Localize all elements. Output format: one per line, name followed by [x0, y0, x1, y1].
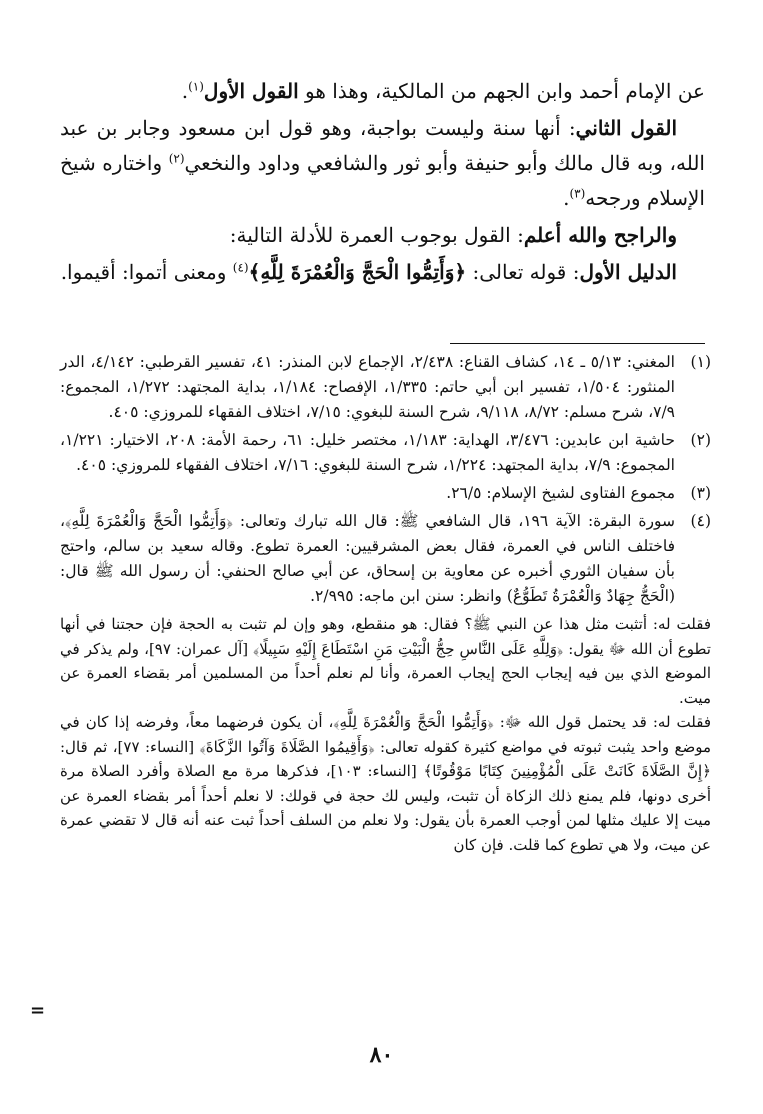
footnote-paragraph: فقلت له: قد يحتمل قول الله ﷻ: ﴿وَأَتِمُّوا الْحَجَّ وَالْعُمْرَةَ لِلَّهِ﴾، أن يكون فرضهما معاً، وفرضه إذا كان في موضع واحد يثبت ثبوته في مواضع كثيرة كقوله تعالى: ﴿وَأَقِيمُوا الصَّلَاةَ وَآتُوا الزَّكَاةَ﴾ [النساء: ٧٧]، ثم قال: ﴿إِنَّ الصَّلَاةَ كَانَتْ عَلَى الْمُؤْمِنِينَ كِتَابًا مَوْقُوتًا﴾ [النساء: ١٠٣]، فذكرها مرة مع الصلاة وأفرد الصلاة مرة أخرى دونها، فلم يمنع ذلك الزكاة أن تثبت، وليس لك حجة في قولك: لا نعلم أحداً أمر بقضاء العمرة عن ميت إلا عليك مثلها لمن أوجب العمرة بأن يقول: ولا نعلم من السلف أحداً ثبت عنه أنه قال لا تقضي عمرة عن ميت، ولا هي تطوع كما قلت. فإن كان — [60, 713, 711, 854]
quran-verse: ﴿وَأَتِمُّوا الْحَجَّ وَالْعُمْرَةَ لِلَّهِ﴾ — [248, 260, 467, 284]
p3-text: : القول بوجوب العمرة للأدلة التالية: — [229, 223, 524, 247]
footnote-ref-4: (٤) — [232, 260, 249, 275]
p1-end: . — [181, 79, 189, 103]
paragraph-1 — [60, 74, 705, 109]
p1-text: عن الإمام أحمد وابن الجهم من المالكية، وهذا هو — [298, 79, 705, 103]
p4-text: : قوله تعالى: — [466, 260, 580, 284]
main-text — [60, 74, 705, 292]
footnote-4-continuation — [60, 612, 711, 857]
footnote-text: سورة البقرة: الآية ١٩٦، قال الشافعي ﷺ: قال الله تبارك وتعالى: ﴿وَأَتِمُّوا الْحَجَّ وَالْعُمْرَةَ لِلَّهِ﴾، فاختلف الناس في العمرة، فقال بعض المشرقيين: العمرة تطوع. وقاله سعيد بن سالم، واحتج بأن سفيان الثوري أخبره عن معاوية بن إسحاق، عن أبي صالح الحنفي: أن رسول الله ﷺ قال: (الْحَجُّ جِهَادٌ وَالْعُمْرَةُ تَطَوُّعٌ) وانظر: سنن ابن ماجه: ٢/٩٩٥. — [60, 512, 675, 605]
footnote — [60, 481, 711, 506]
footnote-number: (٣) — [690, 484, 711, 502]
footnote-number: (١) — [690, 353, 711, 371]
footnote-text: المغني: ٥/١٣ ـ ١٤، كشاف القناع: ٢/٤٣٨، الإجماع لابن المنذر: ٤١، تفسير القرطبي: ٤/١٤٢، الدر المنثور: ١/٥٠٤، تفسير ابن أبي حاتم: ١/٣٣٥، الإفصاح: ١/١٨٤، بداية المجتهد: ١/٢٧٢، المجموع: ٧/٩، شرح مسلم: ٨/٧٢، ٩/١١٨، شرح السنة للبغوي: ٧/١٥، اختلاف الفقهاء للمروزي: ٤٠٥. — [60, 353, 675, 421]
footnote — [60, 509, 711, 609]
footnote-text: حاشية ابن عابدين: ٣/٤٧٦، الهداية: ١/١٨٣، مختصر خليل: ٦١، رحمة الأمة: ٢٠٨، الاختيار: ١/٢٢١، المجموع: ٧/٩، بداية المجتهد: ١/٢٢٤، شرح السنة للبغوي: ٧/١٦، اختلاف الفقهاء للمروزي: ٤٠٥. — [60, 431, 675, 474]
footnote-ref-2: (٢) — [168, 151, 185, 166]
paragraph-2 — [60, 111, 705, 216]
footnote — [60, 350, 711, 425]
p4-text2: ومعنى أتموا: أقيموا. — [60, 260, 233, 284]
p3-label: والراجح والله أعلم — [523, 223, 677, 247]
footnote-number: (٢) — [690, 431, 711, 449]
p1-bold-term: القول الأول — [203, 79, 299, 103]
paragraph-4 — [60, 255, 705, 290]
footnote-separator — [450, 343, 705, 344]
paragraph-3 — [60, 218, 705, 253]
footnote-ref-3: (٣) — [569, 186, 586, 201]
page-number: ٨٠ — [369, 1042, 394, 1068]
continuation-mark: = — [30, 1000, 46, 1021]
p4-label: الدليل الأول — [579, 260, 677, 284]
footnote-ref-1: (١) — [188, 79, 204, 94]
footnote-text: مجموع الفتاوى لشيخ الإسلام: ٢٦/٥. — [446, 484, 675, 502]
footnote-paragraph: فقلت له: أتثبت مثل هذا عن النبي ﷺ؟ فقال: هو منقطع، وهو وإن لم تثبت به الحجة فإن حجتنا في أنها تطوع أن الله ﷻ يقول: ﴿وَلِلَّهِ عَلَى النَّاسِ حِجُّ الْبَيْتِ مَنِ اسْتَطَاعَ إِلَيْهِ سَبِيلًا﴾ [آل عمران: ٩٧]، ولم يذكر في الموضع الذي بين فيه إيجاب الحج إيجاب العمرة، وأنا لم نعلم أحداً من المسلمين أمر بقضاء العمرة عن ميت. — [60, 615, 711, 707]
footnote — [60, 428, 711, 478]
p2-end: . — [563, 186, 570, 210]
p2-label: القول الثاني — [575, 116, 677, 140]
p2-text: : أنها سنة وليست بواجبة، وهو قول ابن مسعود وجابر بن عبد الله، وبه قال مالك وأبو حنيفة وأبو ثور والشافعي وداود والنخعي — [60, 116, 705, 175]
footnotes — [60, 350, 711, 857]
p2-text2: واختاره شيخ الإسلام ورجحه — [60, 151, 705, 210]
footnote-number: (٤) — [690, 512, 711, 530]
